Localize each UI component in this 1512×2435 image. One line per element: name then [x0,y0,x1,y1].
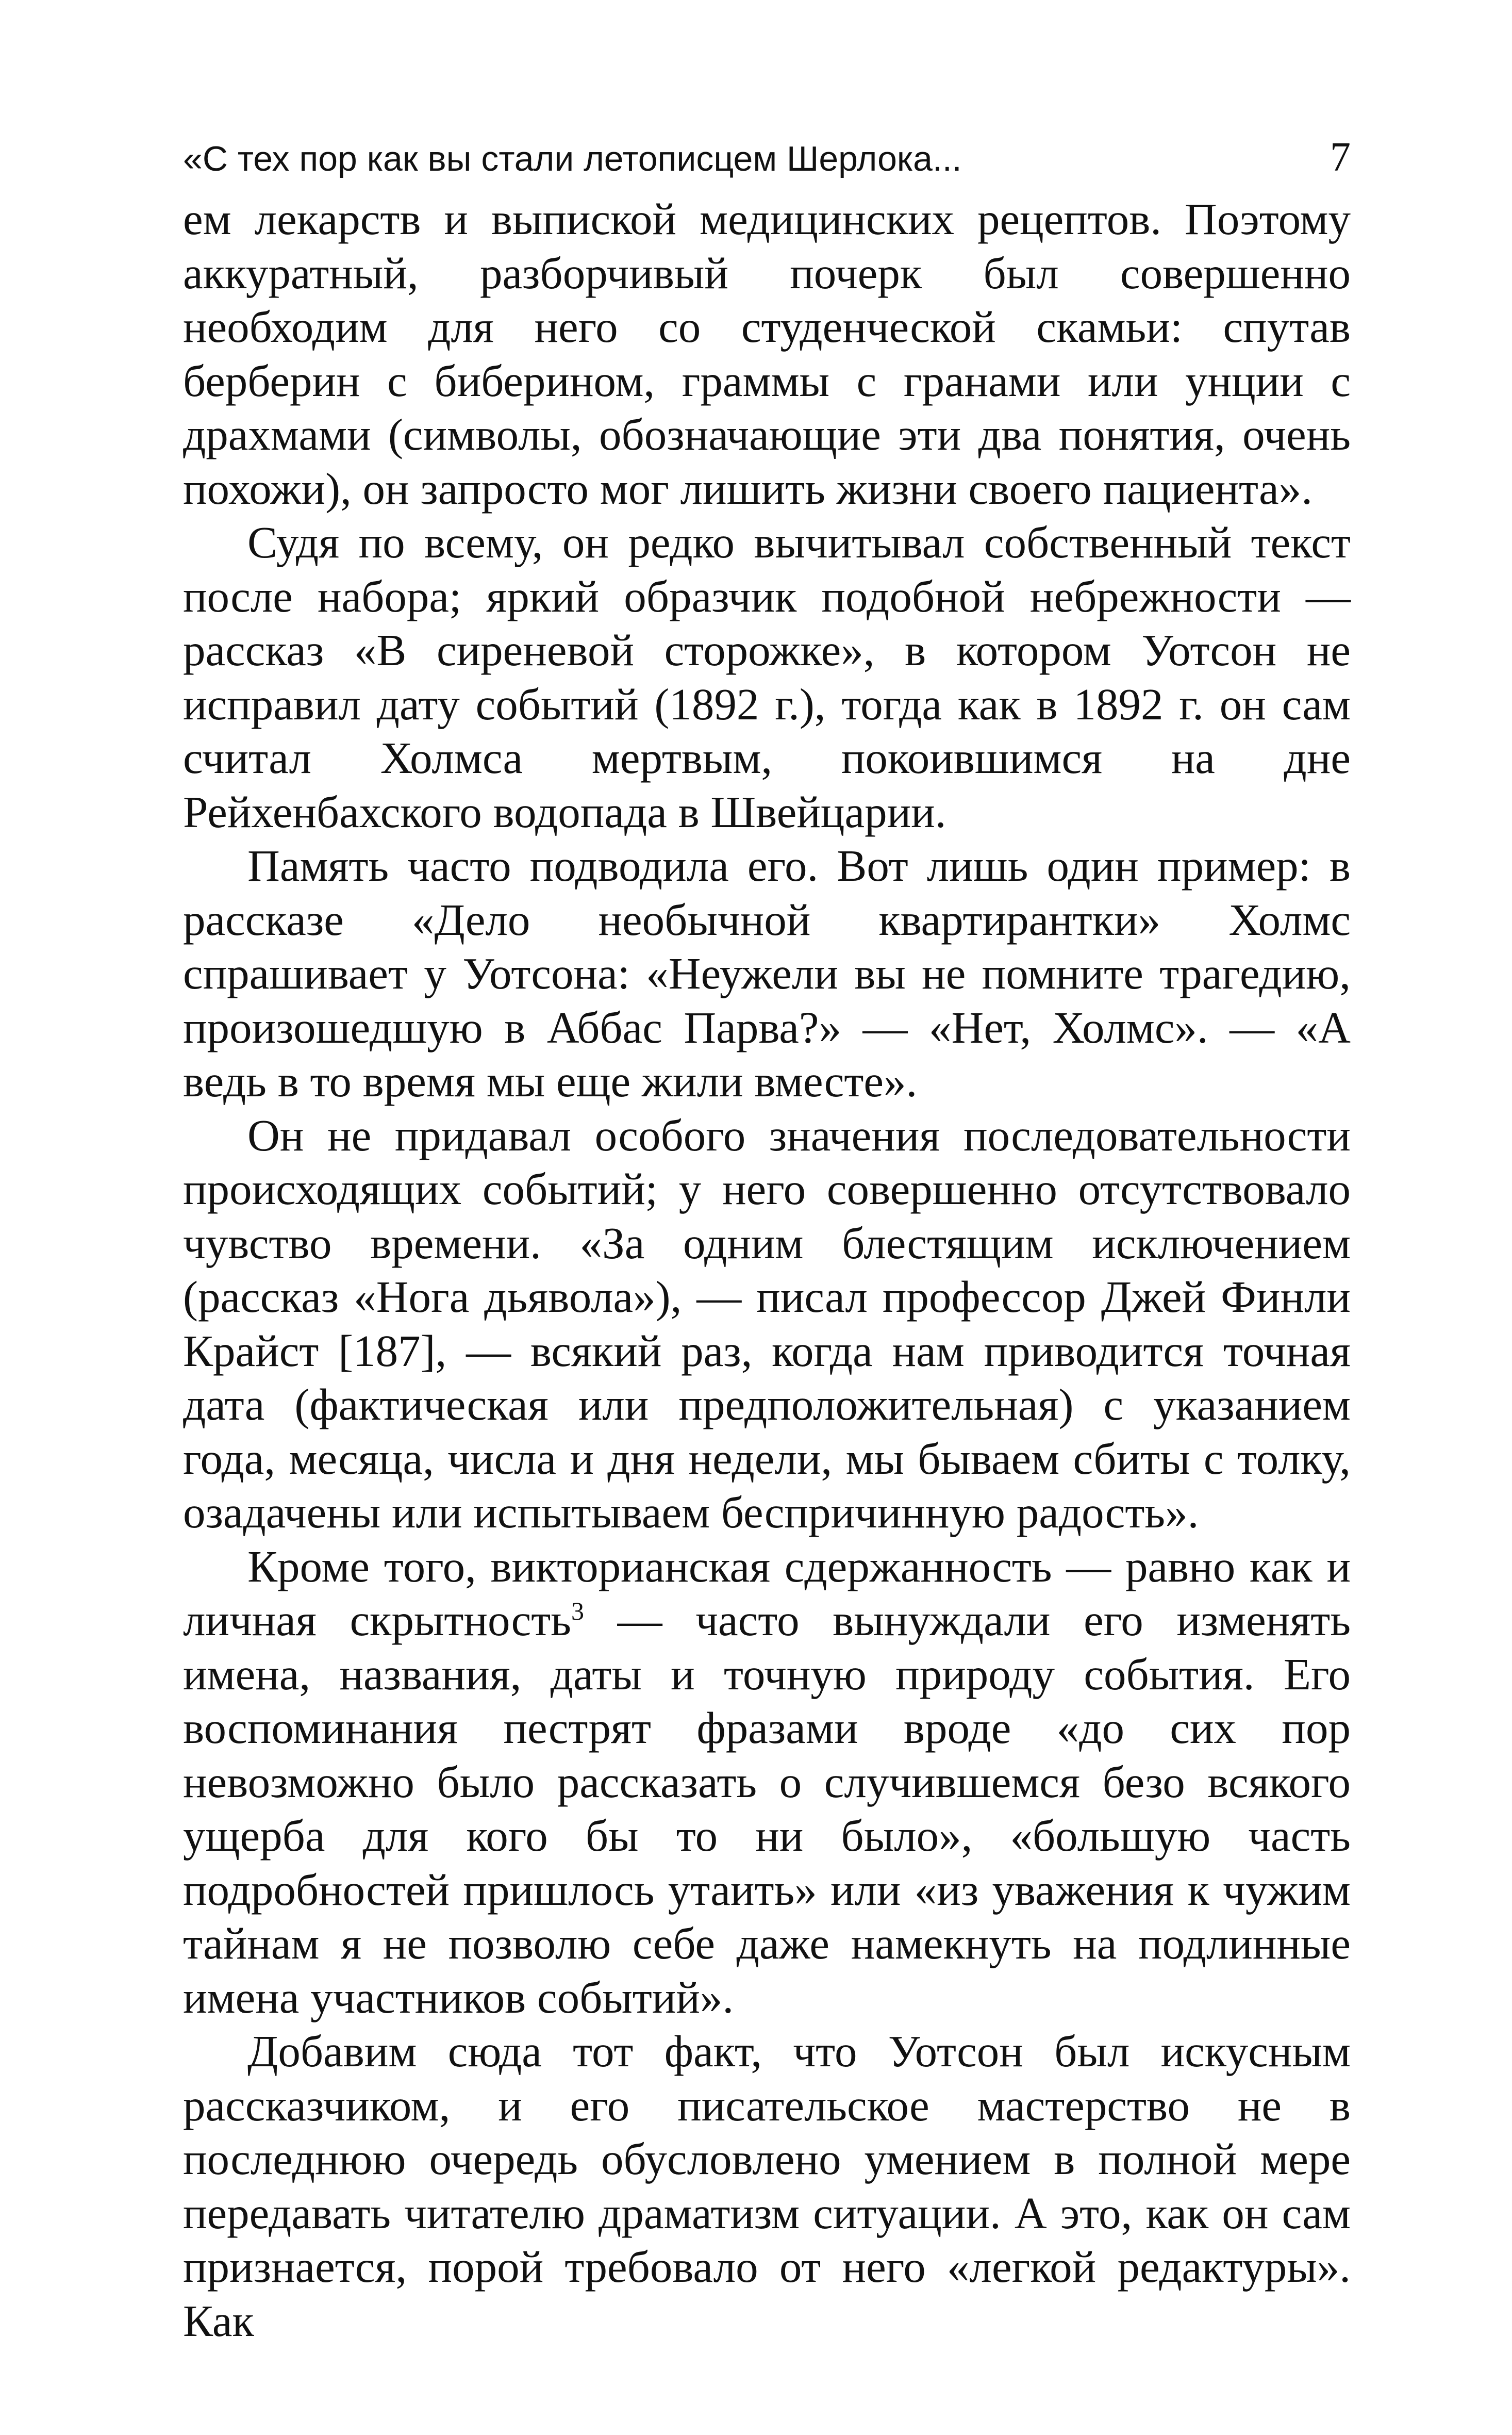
paragraph: Память часто подводила его. Вот лишь один пример: в рассказе «Дело необычной квартирантки» Холмс спрашивает у Уотсона: «Неужели вы не помните трагедию, произошедшую в Аббас Парва?» — «Нет, Холмс». — «А ведь в то время мы еще жили вместе». [183,841,1351,1106]
paragraph-with-footnote [183,1540,1351,2025]
paragraph-text: — часто вынуждали его изменять имена, названия, даты и точную природу события. Его воспоминания пестрят фразами вроде «до сих пор невозможно было рассказать о случившемся безо всякого ущерба для кого бы то ни было», «большую часть подробностей пришлось утаить» или «из уважения к чужим тайнам я не позволю себе даже намекнуть на подлинные имена участников событий». [183,1595,1351,2022]
page-number: 7 [1330,135,1351,180]
footnote-mark[interactable]: 3 [571,1597,584,1625]
running-title: «С тех пор как вы стали летописцем Шерлока... [183,139,962,178]
body-text [183,192,1351,2348]
running-head [183,134,1351,182]
book-page [183,134,1351,2348]
paragraph: Добавим сюда тот факт, что Уотсон был искусным рассказчиком, и его писательское мастерство не в последнюю очередь обусловлено умением в полной мере передавать читателю драматизм ситуации. А это, как он сам признается, порой требовало от него «легкой редактуры». Как [183,2026,1351,2346]
paragraph: Судя по всему, он редко вычитывал собственный текст после набора; яркий образчик подобной небрежности — рассказ «В сиреневой сторожке», в котором Уотсон не исправил дату событий (1892 г.), тогда как в 1892 г. он сам считал Холмса мертвым, покоившимся на дне Рейхенбахского водопада в Швейцарии. [183,517,1351,837]
paragraph-continued: ем лекарств и выпиской медицинских рецептов. Поэтому аккуратный, разборчивый почерк был совершенно необходим для него со студенческой скамьи: спутав берберин с биберином, граммы с гранами или унции с драхмами (символы, обозначающие эти два понятия, очень похожи), он запросто мог лишить жизни своего пациента». [183,194,1351,514]
paragraph: Он не придавал особого значения последовательности происходящих событий; у него совершенно отсутствовало чувство времени. «За одним блестящим исключением (рассказ «Нога дьявола»), — писал профессор Джей Финли Крайст [187], — всякий раз, когда нам приводится точная дата (фактическая или предположительная) с указанием года, месяца, числа и дня недели, мы бываем сбиты с толку, озадачены или испытываем беспричинную радость». [183,1110,1351,1537]
paragraph-text: Кроме того, викторианская сдержанность — равно как и личная скрытность [183,1541,1351,1645]
